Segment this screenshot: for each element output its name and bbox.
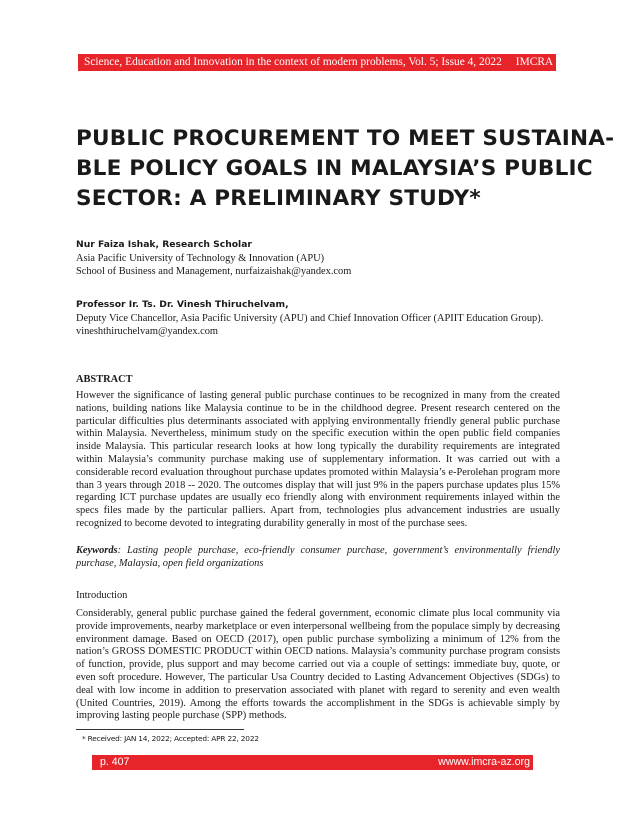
keywords (76, 545, 560, 571)
keywords-text: : Lasting people purchase, eco-friendly consumer purchase, government’s environmentally friendly purchase, Malaysia, open field organizations (76, 545, 560, 569)
paper-title (76, 124, 615, 214)
author-2-block (76, 298, 560, 338)
title-line-3: SECTOR: A PRELIMINARY STUDY* (76, 186, 481, 211)
author-2-name: Professor Ir. Ts. Dr. Vinesh Thiruchelvam, (76, 299, 289, 310)
author-1-department-email: School of Business and Management, nurfaizaishak@yandex.com (76, 266, 352, 277)
journal-header-bar (78, 54, 556, 71)
abstract-text: However the significance of lasting general public purchase continues to be recognized in many from the created nations, building nations like Malaysia continue to be in the childhood degree. Present research centered on the particular difficulties plus determinants associated with applying environmentally friendly general public purchase within Malaysia. Nevertheless, minimum study on the specific execution within the open public field companies inside Malaysia. This particular research looks at how long typically the durability requirements are integrated within Malaysia’s community purchase making use of supplementary information. It was carried out with a considerable record evaluation throughout purchase updates promoted within Malaysia’s e-Perolehan program more than 3 years through 2018 -- 2020. The outcomes display that will just 9% in the papers purchase updates plus 15% regarding ICT purchase updates are usually eco friendly along with environment requirements inlayed within the specs files made by the particular palliers. Apart from, technologies plus advancement industries are usually recognized to become devoted to integrating durability generally in most of the purchase sees. (76, 390, 560, 529)
author-1-block (76, 238, 560, 278)
abstract-heading: ABSTRACT (76, 374, 133, 385)
title-line-1: PUBLIC PROCUREMENT TO MEET SUSTAINA- (76, 126, 615, 151)
footnote-divider (76, 729, 244, 730)
keywords-label: Keywords (76, 545, 118, 556)
author-2-email: vineshthiruchelvam@yandex.com (76, 326, 219, 337)
introduction-heading: Introduction (76, 590, 128, 601)
title-line-2: BLE POLICY GOALS IN MALAYSIA’S PUBLIC (76, 156, 593, 181)
author-1-name: Nur Faiza Ishak, Research Scholar (76, 239, 252, 250)
publisher-name: IMCRA (515, 56, 554, 68)
author-1-affiliation: Asia Pacific University of Technology & Innovation (APU) (76, 253, 325, 264)
page-number: p. 407 (100, 756, 130, 768)
journal-website-link[interactable]: wwww.imcra-az.org (438, 756, 530, 768)
introduction-text: Considerably, general public purchase gained the federal government, economic climate plus local community via provide improvements, nearby marketplace or even interpersonal wellbeing from the populace simply by decreasing environment damage. Based on OECD (2017), open public purchase symbolizing a minimum of 12% from the nation’s GROSS DOMESTIC PRODUCT within OECD nations. Malaysia’s community purchase program consists of function, provide, plus support and may become carried out via a couple of settings: immediate buy, quote, or even soft procedure. However, The particular Usa Country decided to Lasting Advancement Objectives (SDGs) to deal with low income in addition to preservation associated with planet with regard to serenity and even wealth (United Countries, 2019). Among the efforts towards the accomplishment in the SDGs is achievable simply by improving lasting people purchase (SPP) methods. (76, 608, 560, 722)
page-footer-bar (92, 755, 533, 770)
journal-citation: Science, Education and Innovation in the context of modern problems, Vol. 5; Issue 4, 2022 (84, 56, 502, 68)
footnote-dates: * Received: JAN 14, 2022; Accepted: APR 22, 2022 (82, 734, 259, 743)
author-2-affiliation: Deputy Vice Chancellor, Asia Pacific University (APU) and Chief Innovation Officer (APIIT Education Group). (76, 313, 544, 324)
